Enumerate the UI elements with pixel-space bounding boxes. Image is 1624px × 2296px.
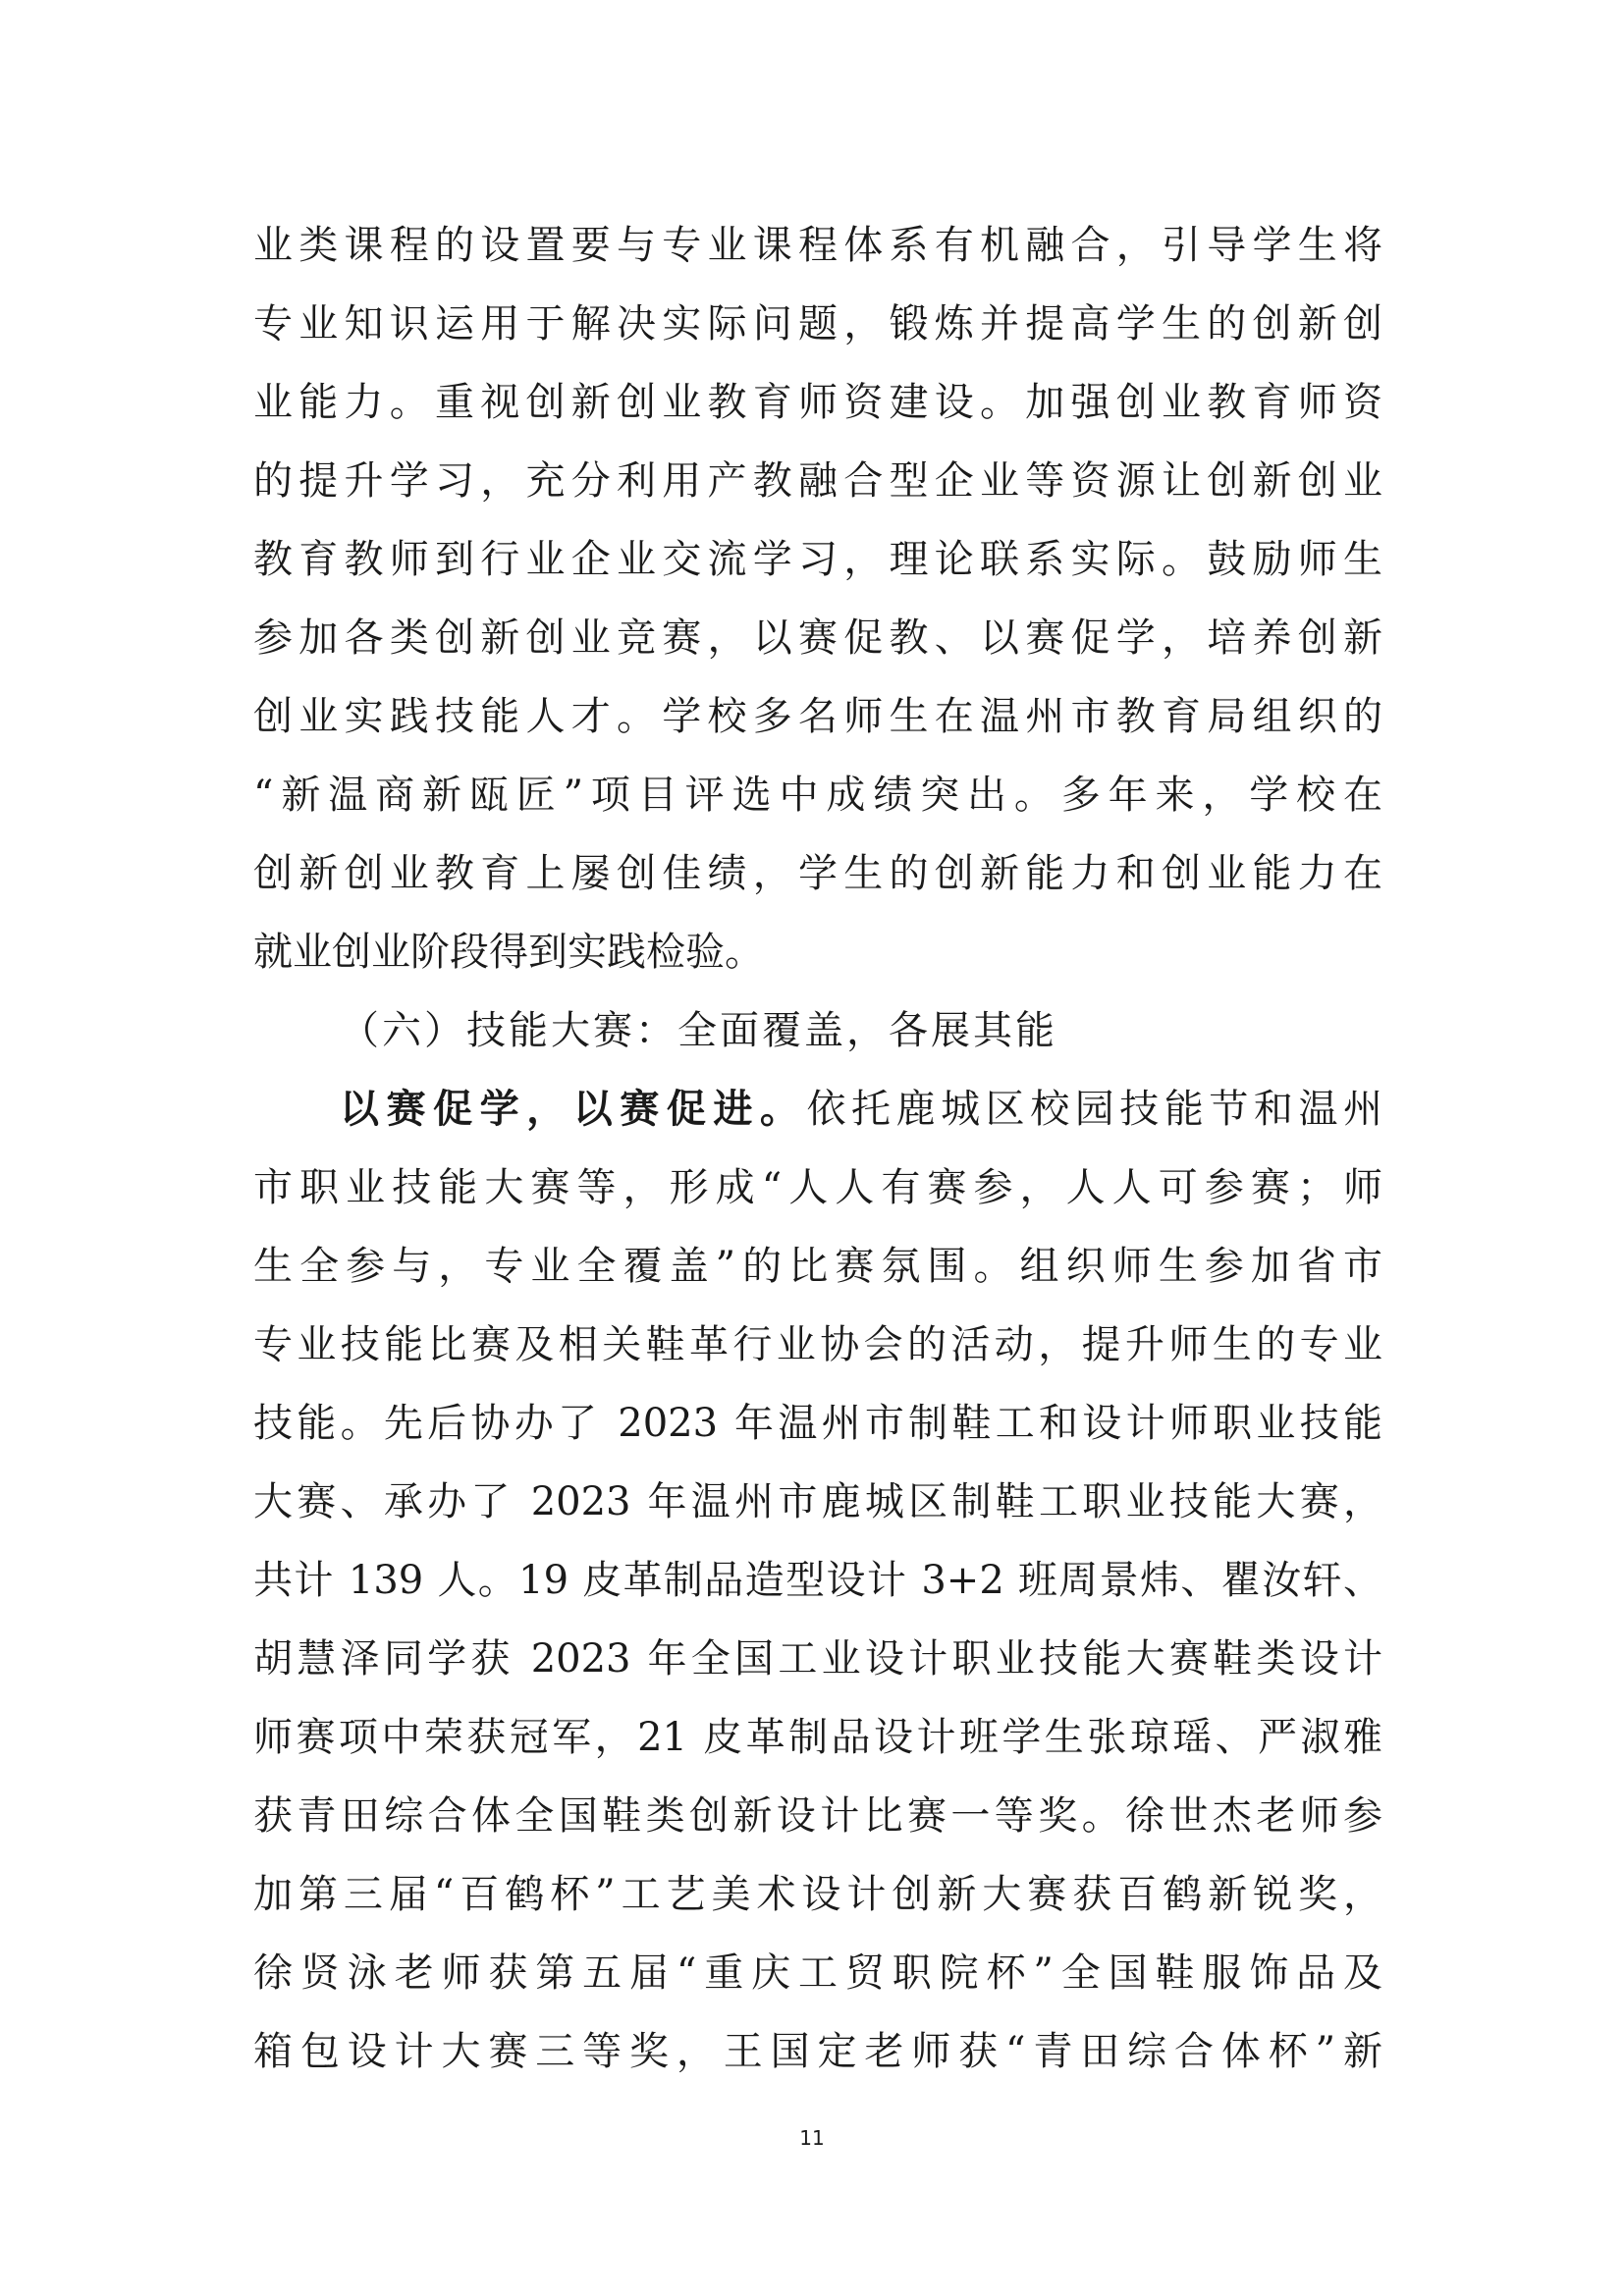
text-line: 就业创业阶段得到实践检验。	[253, 930, 764, 975]
text-line: 创新创业教育上屡创佳绩，学生的创新能力和创业能力在	[253, 851, 1382, 896]
text-line: 的提升学习，充分利用产教融合型企业等资源让创新创业	[253, 458, 1382, 504]
text-line: 获青田综合体全国鞋类创新设计比赛一等奖。徐世杰老师参	[253, 1793, 1382, 1839]
text-line: 箱包设计大赛三等奖，王国定老师获“青田综合体杯”新	[253, 2029, 1382, 2074]
text-line: 技能。先后协办了 2023 年温州市制鞋工和设计师职业技能	[253, 1401, 1382, 1446]
text-line: 创业实践技能人才。学校多名师生在温州市教育局组织的	[253, 694, 1382, 739]
text-line: 业类课程的设置要与专业课程体系有机融合，引导学生将	[253, 223, 1382, 268]
bold-lead-phrase: 以赛促学，以赛促进。	[340, 1087, 807, 1132]
page-content	[253, 206, 1382, 2091]
text-line: 教育教师到行业企业交流学习，理论联系实际。鼓励师生	[253, 537, 1382, 582]
text-line: 胡慧泽同学获 2023 年全国工业设计职业技能大赛鞋类设计	[253, 1636, 1382, 1682]
text-line: 业能力。重视创新创业教育师资建设。加强创业教育师资	[253, 380, 1382, 425]
text-line: 共计 139 人。19 皮革制品造型设计 3+2 班周景炜、瞿汝轩、	[253, 1558, 1382, 1603]
section-heading: （六）技能大赛：全面覆盖，各展其能	[340, 1008, 1057, 1053]
paragraph-lead-line	[253, 1070, 1382, 1148]
text-line: 加第三届“百鹤杯”工艺美术设计创新大赛获百鹤新锐奖，	[253, 1872, 1382, 1917]
paragraph-innovation-education	[253, 206, 1382, 991]
text-line: 专业技能比赛及相关鞋革行业协会的活动，提升师生的专业	[253, 1322, 1382, 1367]
text-line: 参加各类创新创业竞赛，以赛促教、以赛促学，培养创新	[253, 615, 1382, 661]
text-line: 大赛、承办了 2023 年温州市鹿城区制鞋工职业技能大赛，	[253, 1479, 1382, 1524]
text-line: “新温商新瓯匠”项目评选中成绩突出。多年来，学校在	[253, 773, 1382, 818]
text-line: 市职业技能大赛等，形成“人人有赛参，人人可参赛；师	[253, 1165, 1382, 1210]
text-line: 专业知识运用于解决实际问题，锻炼并提高学生的创新创	[253, 301, 1382, 347]
text-line: 徐贤泳老师获第五届“重庆工贸职院杯”全国鞋服饰品及	[253, 1950, 1382, 1996]
lead-rest-text: 依托鹿城区校园技能节和温州	[806, 1087, 1383, 1132]
page-number: 11	[799, 2126, 825, 2150]
text-line: 生全参与，专业全覆盖”的比赛氛围。组织师生参加省市	[253, 1244, 1382, 1289]
text-line: 师赛项中荣获冠军，21 皮革制品设计班学生张琼瑶、严淑雅	[253, 1715, 1382, 1760]
paragraph-skills-competition	[253, 1070, 1382, 2091]
